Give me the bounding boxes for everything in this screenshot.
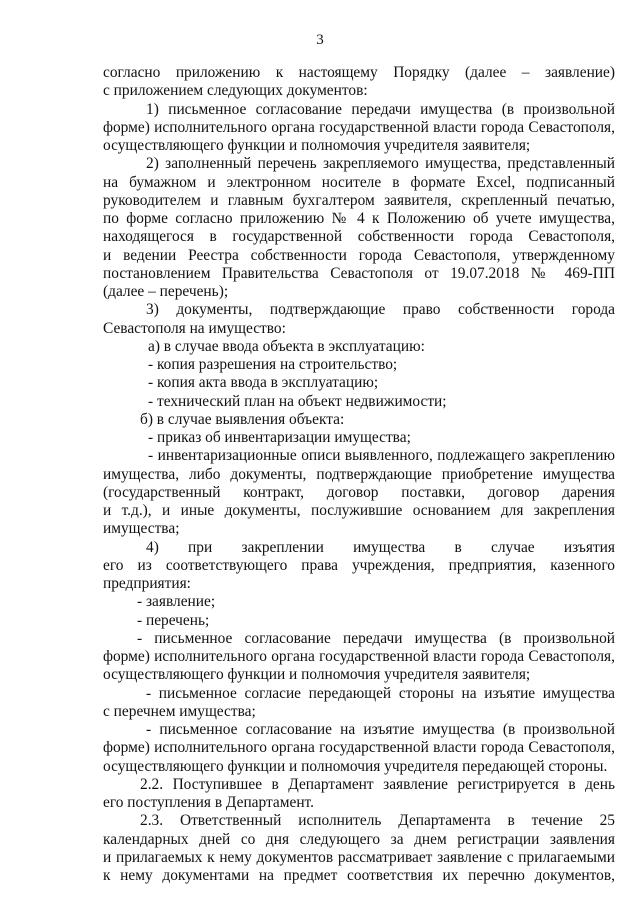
- text-line: имущества;: [103, 520, 180, 538]
- text-line: предприятия:: [103, 575, 191, 592]
- text-line: - письменное согласование на изъятие имущества (в произвольной: [146, 721, 615, 738]
- text-line: осуществляющего функции и полномочия учредителя заявителя;: [103, 137, 531, 154]
- text-line: постановлением Правительства Севастополя от 19.07.2018 № 469-ПП: [103, 264, 615, 282]
- text-line: форме) исполнительного органа государственной власти города Севастополя,: [103, 118, 615, 136]
- text-line: (далее – перечень);: [103, 283, 229, 300]
- text-line: осуществляющего функции и полномочия учредителя заявителя;: [103, 666, 531, 684]
- text-line: на бумажном и электронном носителе в формате Excel, подписанный: [103, 173, 615, 191]
- text-line: его поступления в Департамент.: [103, 794, 314, 811]
- text-line: 2.3. Ответственный исполнитель Департамента в течение 25: [140, 812, 615, 830]
- text-line: (государственный контракт, договор поставки, договор дарения: [103, 483, 615, 501]
- text-line: к нему документами на предмет соответствия их перечню документов,: [103, 867, 615, 884]
- text-line: с приложением следующих документов:: [103, 82, 368, 100]
- text-line: руководителем и главным бухгалтером заявителя, скрепленный печатью,: [103, 191, 615, 209]
- text-line: - письменное согласие передающей стороны на изъятие имущества: [146, 684, 615, 702]
- page-number: 3: [316, 32, 324, 48]
- document-body: [103, 64, 615, 885]
- text-line: по форме согласно приложению № 4 к Положению об учете имущества,: [103, 210, 615, 227]
- text-line: Севастополя на имущество:: [103, 319, 286, 337]
- text-line: - заявление;: [137, 593, 216, 611]
- text-line: 2.2. Поступившее в Департамент заявление регистрируется в день: [140, 775, 615, 793]
- text-line: форме) исполнительного органа государственной власти города Севастополя,: [103, 648, 615, 665]
- text-line: - приказ об инвентаризации имущества;: [148, 429, 411, 446]
- text-line: и т.д.), и иные документы, послужившие основанием для закрепления: [103, 502, 615, 519]
- text-line: 4) при закреплении имущества в случае изъятия: [146, 538, 615, 556]
- text-line: его из соответствующего права учреждения, предприятия, казенного: [103, 556, 615, 574]
- text-line: - копия акта ввода в эксплуатацию;: [148, 374, 379, 392]
- text-line: и прилагаемых к нему документов рассматривает заявление с прилагаемыми: [103, 848, 615, 866]
- text-line: согласно приложению к настоящему Порядку (далее – заявление): [103, 64, 615, 81]
- text-line: 3) документы, подтверждающие право собственности города: [146, 301, 615, 319]
- text-line: форме) исполнительного органа государственной власти города Севастополя,: [103, 739, 615, 757]
- text-line: - инвентаризационные описи выявленного, подлежащего закреплению: [148, 447, 615, 465]
- text-line: 2) заполненный перечень закрепляемого имущества, представленный: [146, 155, 615, 173]
- text-line: осуществляющего функции и полномочия учредителя передающей стороны.: [103, 757, 608, 775]
- text-line: и ведении Реестра собственности города Севастополя, утвержденному: [103, 246, 615, 264]
- text-line: календарных дней со дня следующего за днем регистрации заявления: [103, 830, 615, 848]
- text-line: - копия разрешения на строительство;: [148, 356, 398, 373]
- text-line: имущества, либо документы, подтверждающие приобретение имущества: [103, 465, 615, 483]
- text-line: б) в случае выявления объекта:: [140, 410, 345, 428]
- text-line: а) в случае ввода объекта в эксплуатацию:: [148, 337, 425, 355]
- text-line: 1) письменное согласование передачи имущества (в произвольной: [146, 100, 615, 118]
- text-line: - технический план на объект недвижимости;: [148, 392, 447, 410]
- text-line: - перечень;: [137, 611, 210, 629]
- text-line: находящегося в государственной собственности города Севастополя,: [103, 228, 615, 246]
- text-line: с перечнем имущества;: [103, 702, 256, 720]
- text-line: - письменное согласование передачи имущества (в произвольной: [137, 629, 615, 647]
